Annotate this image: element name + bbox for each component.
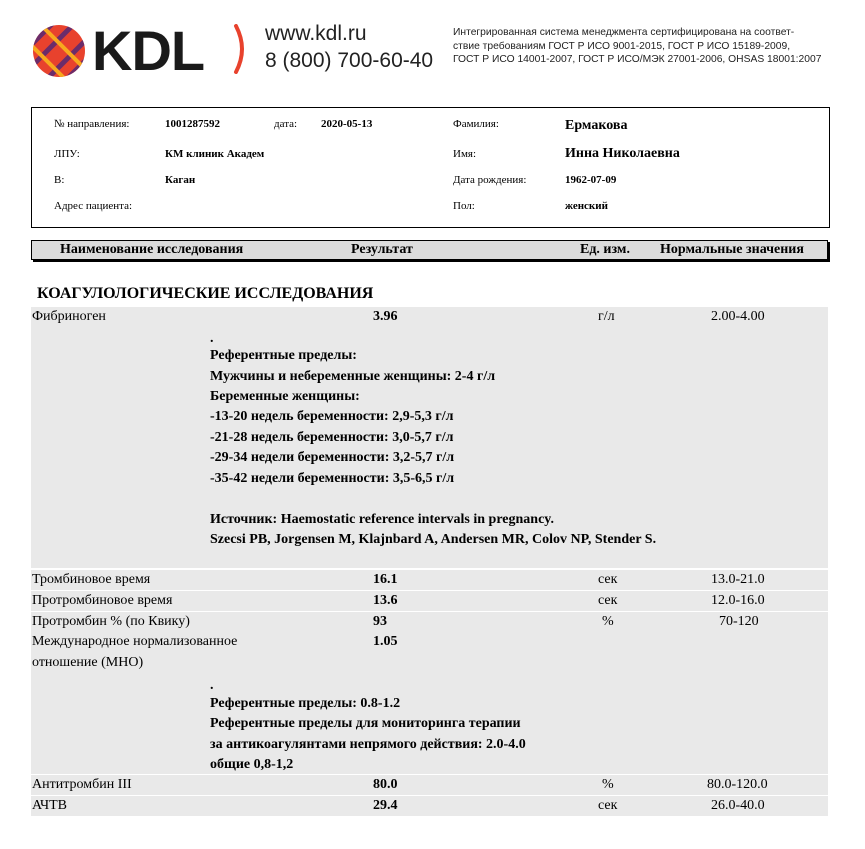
test-result: 1.05 <box>373 634 398 649</box>
date-label: дата: <box>274 118 298 130</box>
test-unit: сек <box>598 798 618 813</box>
address-label: Адрес пациента: <box>54 200 133 212</box>
test-norm: 70-120 <box>719 614 759 629</box>
certification-text <box>453 26 853 67</box>
cert-line: ствие требованиям ГОСТ Р ИСО 9001-2015, ГОСТ Р ИСО 15189-2009, <box>453 40 791 52</box>
cert-line: ГОСТ Р ИСО 14001-2007, ГОСТ Р ИСО/МЭК 27001-2006, OHSAS 18001:2007 <box>453 54 822 65</box>
test-norm: 12.0-16.0 <box>711 593 765 608</box>
surname-label: Фамилия: <box>453 118 499 130</box>
note-line: Беременные женщины: <box>210 389 360 404</box>
test-name: Фибриноген <box>32 309 106 324</box>
test-name: Международное нормализованное <box>32 634 238 649</box>
note-line: Референтные пределы: <box>210 348 357 363</box>
test-name: Протромбин % (по Квику) <box>32 614 190 629</box>
test-norm: 2.00-4.00 <box>711 309 765 324</box>
phone-number: 8 (800) 700-60-40 <box>265 49 434 72</box>
test-result: 16.1 <box>373 572 398 587</box>
test-name: АЧТВ <box>32 798 67 813</box>
name-value: Инна Николаевна <box>565 146 680 161</box>
note-line: . <box>210 331 214 346</box>
test-unit: г/л <box>598 309 615 324</box>
test-unit: % <box>602 614 614 629</box>
note-line: за антикоагулянтами непрямого действия: 2.0-4.0 <box>210 737 526 752</box>
test-unit: сек <box>598 572 618 587</box>
test-unit: сек <box>598 593 618 608</box>
direction-label: № направления: <box>54 118 130 130</box>
logo-ball-icon <box>32 24 86 78</box>
name-label: Имя: <box>453 148 477 160</box>
header-result: Результат <box>351 242 413 257</box>
test-result: 3.96 <box>373 309 398 324</box>
test-name: Антитромбин III <box>32 777 132 792</box>
table-row <box>31 570 828 590</box>
dob-value: 1962-07-09 <box>565 174 617 186</box>
site-url[interactable]: www.kdl.ru <box>265 22 367 45</box>
note-line: -35-42 недели беременности: 3,5-6,5 г/л <box>210 471 455 486</box>
note-line: Szecsi PB, Jorgensen M, Klajnbard A, Andersen MR, Colov NP, Stender S. <box>210 532 657 547</box>
table-row <box>31 307 828 568</box>
logo-text: KDL <box>92 19 205 82</box>
table-row <box>31 632 828 774</box>
note-line: общие 0,8-1,2 <box>210 757 294 772</box>
header-norm: Нормальные значения <box>660 242 804 257</box>
note-line: Референтные пределы: 0.8-1.2 <box>210 696 401 711</box>
v-label: В: <box>54 174 65 186</box>
section-title: КОАГУЛОЛОГИЧЕСКИЕ ИССЛЕДОВАНИЯ <box>37 285 374 302</box>
note-line: -13-20 недель беременности: 2,9-5,3 г/л <box>210 409 454 424</box>
test-name: Протромбиновое время <box>32 593 173 608</box>
test-unit: % <box>602 777 614 792</box>
direction-value: 1001287592 <box>165 118 220 130</box>
sex-label: Пол: <box>453 200 475 212</box>
test-norm: 13.0-21.0 <box>711 572 765 587</box>
test-result: 29.4 <box>373 798 398 813</box>
chevron-right-icon <box>232 24 252 74</box>
note-line: -29-34 недели беременности: 3,2-5,7 г/л <box>210 450 455 465</box>
test-result: 13.6 <box>373 593 398 608</box>
test-norm: 26.0-40.0 <box>711 798 765 813</box>
note-line: . <box>210 678 214 693</box>
patient-info-box <box>31 107 830 228</box>
header-name: Наименование исследования <box>60 242 244 257</box>
table-row <box>31 775 828 795</box>
sex-value: женский <box>565 200 608 212</box>
header-unit: Ед. изм. <box>580 242 630 257</box>
cert-line: Интегрированная система менеджмента сертифицирована на соответ- <box>453 27 795 38</box>
test-name: Тромбиновое время <box>32 572 151 587</box>
kdl-logo <box>32 16 232 82</box>
note-line: Мужчины и небеременные женщины: 2-4 г/л <box>210 369 496 384</box>
note-line: Референтные пределы для мониторинга терапии <box>210 716 521 731</box>
test-name: отношение (МНО) <box>32 655 144 670</box>
test-result: 80.0 <box>373 777 398 792</box>
results-table-header <box>31 240 828 260</box>
lpu-value: КМ клиник Академ <box>165 148 265 160</box>
test-norm: 80.0-120.0 <box>707 777 768 792</box>
table-row <box>31 796 828 816</box>
date-value: 2020-05-13 <box>321 118 373 130</box>
note-line: -21-28 недель беременности: 3,0-5,7 г/л <box>210 430 454 445</box>
v-value: Каган <box>165 174 196 186</box>
dob-label: Дата рождения: <box>453 174 527 186</box>
test-result: 93 <box>373 614 387 629</box>
table-row <box>31 612 828 632</box>
surname-value: Ермакова <box>565 118 628 133</box>
table-row <box>31 591 828 611</box>
note-line: Источник: Haemostatic reference intervals in pregnancy. <box>210 512 555 527</box>
lpu-label: ЛПУ: <box>54 148 80 160</box>
